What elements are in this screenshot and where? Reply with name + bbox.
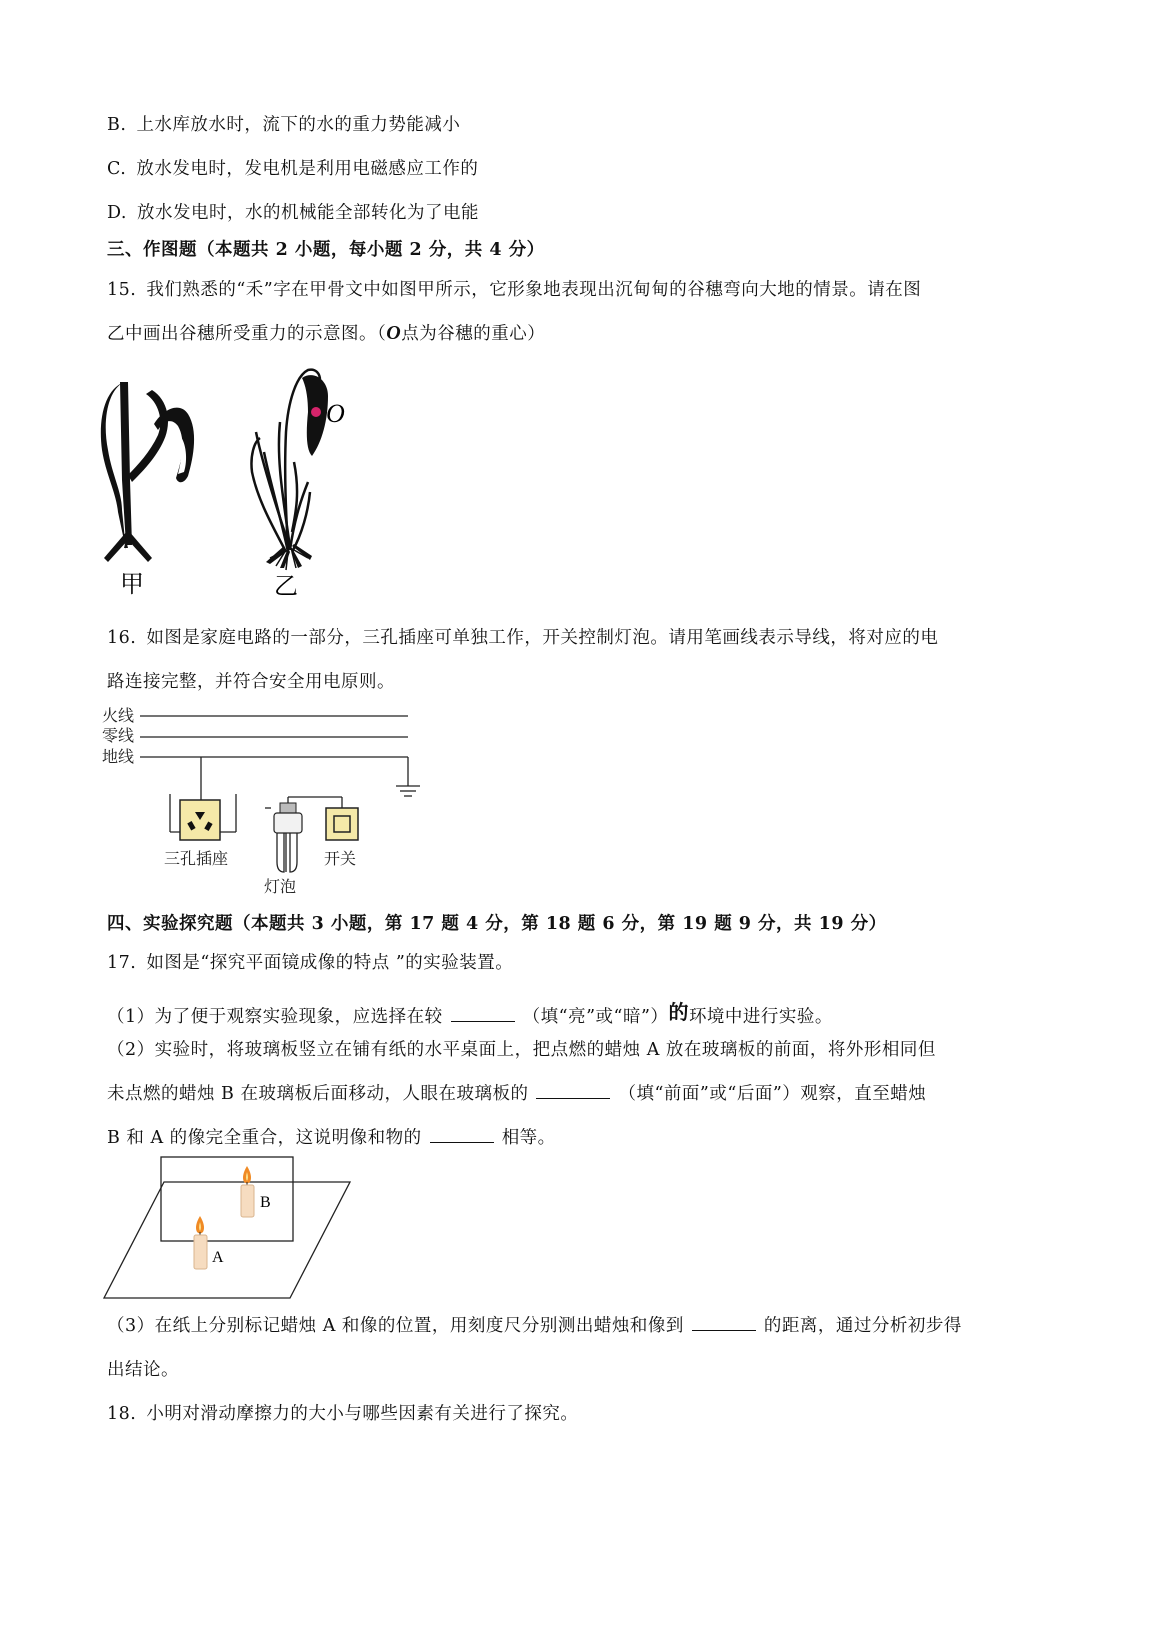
option-letter: D. bbox=[107, 203, 127, 223]
question-text: 未点燃的蜡烛 B 在玻璃板后面移动，人眼在玻璃板的 bbox=[107, 1084, 529, 1104]
question-17-part2-line1 bbox=[107, 1036, 936, 1061]
question-text: 小明对滑动摩擦力的大小与哪些因素有关进行了探究。 bbox=[146, 1404, 579, 1424]
question-number: 17. bbox=[107, 953, 137, 973]
question-17-part3-line1 bbox=[107, 1312, 962, 1337]
question-number: 15. bbox=[107, 280, 137, 300]
question-text: （2）实验时，将玻璃板竖立在铺有纸的水平桌面上，把点燃的蜡烛 A 放在玻璃板的前面，将外形相同但 bbox=[107, 1040, 936, 1060]
question-number: 18. bbox=[107, 1404, 137, 1424]
candle-b bbox=[241, 1166, 271, 1217]
question-text: 乙中画出谷穗所受重力的示意图。（ bbox=[107, 324, 387, 344]
option-d bbox=[107, 199, 479, 224]
question-17-intro bbox=[107, 949, 513, 974]
circuit-figure bbox=[100, 700, 430, 900]
rice-plant-figure bbox=[236, 362, 366, 602]
question-number: 16. bbox=[107, 628, 137, 648]
question-text: 如图是“探究平面镜成像的特点 ”的实验装置。 bbox=[146, 953, 514, 973]
option-text: 放水发电时，发电机是利用电磁感应工作的 bbox=[136, 159, 479, 179]
center-of-gravity-point bbox=[311, 407, 321, 417]
candle-a-label: A bbox=[212, 1249, 224, 1266]
question-17-part1 bbox=[107, 996, 833, 1028]
switch-button bbox=[334, 816, 350, 832]
option-letter: B. bbox=[107, 115, 127, 135]
label-neutral-wire: 零线 bbox=[102, 726, 135, 745]
question-text: （3）在纸上分别标记蜡烛 A 和像的位置，用刻度尺分别测出蜡烛和像到 bbox=[107, 1316, 684, 1336]
question-text: 点为谷穗的重心） bbox=[401, 324, 546, 344]
question-17-part3-line2 bbox=[107, 1356, 179, 1381]
light-bulb bbox=[274, 803, 302, 872]
question-text: （填“亮”或“暗”） bbox=[522, 1007, 669, 1027]
question-text: 路连接完整，并符合安全用电原则。 bbox=[107, 672, 395, 692]
point-label-o: O bbox=[326, 399, 345, 428]
label-ground-wire: 地线 bbox=[102, 747, 135, 766]
candle-a bbox=[194, 1216, 224, 1269]
label-socket: 三孔插座 bbox=[164, 849, 229, 868]
section-heading-4: 四、实验探究题（本题共 3 小题，第 17 题 4 分，第 18 题 6 分，第 19 题 9 分，共 19 分） bbox=[107, 914, 887, 934]
option-letter: C. bbox=[107, 159, 127, 179]
label-bulb: 灯泡 bbox=[264, 877, 297, 896]
question-16-line2 bbox=[107, 668, 395, 693]
question-text: （1）为了便于观察实验现象，应选择在较 bbox=[107, 1007, 443, 1027]
glass-plate bbox=[161, 1157, 293, 1241]
question-text: 出结论。 bbox=[107, 1360, 179, 1380]
answer-blank[interactable] bbox=[536, 1082, 610, 1099]
question-text: 我们熟悉的“禾”字在甲骨文中如图甲所示，它形象地表现出沉甸甸的谷穗弯向大地的情景。请在图 bbox=[146, 280, 922, 300]
answer-blank[interactable] bbox=[692, 1314, 756, 1331]
option-text: 上水库放水时，流下的水的重力势能减小 bbox=[136, 115, 461, 135]
question-16-line1 bbox=[107, 624, 938, 649]
question-17-part2-line2 bbox=[107, 1080, 926, 1105]
option-b bbox=[107, 111, 460, 136]
question-text: 如图是家庭电路的一部分，三孔插座可单独工作，开关控制灯泡。请用笔画线表示导线，将对应的电 bbox=[146, 628, 939, 648]
oracle-character-figure bbox=[98, 380, 208, 600]
paper-on-table bbox=[104, 1182, 350, 1298]
answer-blank[interactable] bbox=[451, 1005, 515, 1022]
question-text: 环境中进行实验。 bbox=[688, 1007, 833, 1027]
label-live-wire: 火线 bbox=[102, 706, 135, 725]
question-15-line2 bbox=[107, 320, 545, 345]
plane-mirror-figure bbox=[100, 1152, 355, 1302]
question-text: B 和 A 的像完全重合，这说明像和物的 bbox=[107, 1128, 422, 1148]
option-c bbox=[107, 155, 478, 180]
figure-label-yi: 乙 bbox=[274, 572, 298, 600]
question-15-line1 bbox=[107, 276, 921, 301]
question-18 bbox=[107, 1400, 578, 1425]
option-text: 放水发电时，水的机械能全部转化为了电能 bbox=[136, 203, 479, 223]
question-text: （填“前面”或“后面”）观察，直至蜡烛 bbox=[618, 1084, 927, 1104]
symbol-o: O bbox=[386, 322, 402, 344]
figure-label-jia: 甲 bbox=[120, 570, 144, 598]
candle-b-label: B bbox=[260, 1194, 271, 1211]
answer-blank[interactable] bbox=[430, 1126, 494, 1143]
label-switch: 开关 bbox=[324, 849, 357, 868]
question-17-part2-line3 bbox=[107, 1124, 556, 1149]
question-text: 的距离，通过分析初步得 bbox=[763, 1316, 962, 1336]
question-text: 的 bbox=[668, 1000, 689, 1024]
question-text: 相等。 bbox=[501, 1128, 556, 1148]
section-heading-3: 三、作图题（本题共 2 小题，每小题 2 分，共 4 分） bbox=[107, 240, 545, 260]
